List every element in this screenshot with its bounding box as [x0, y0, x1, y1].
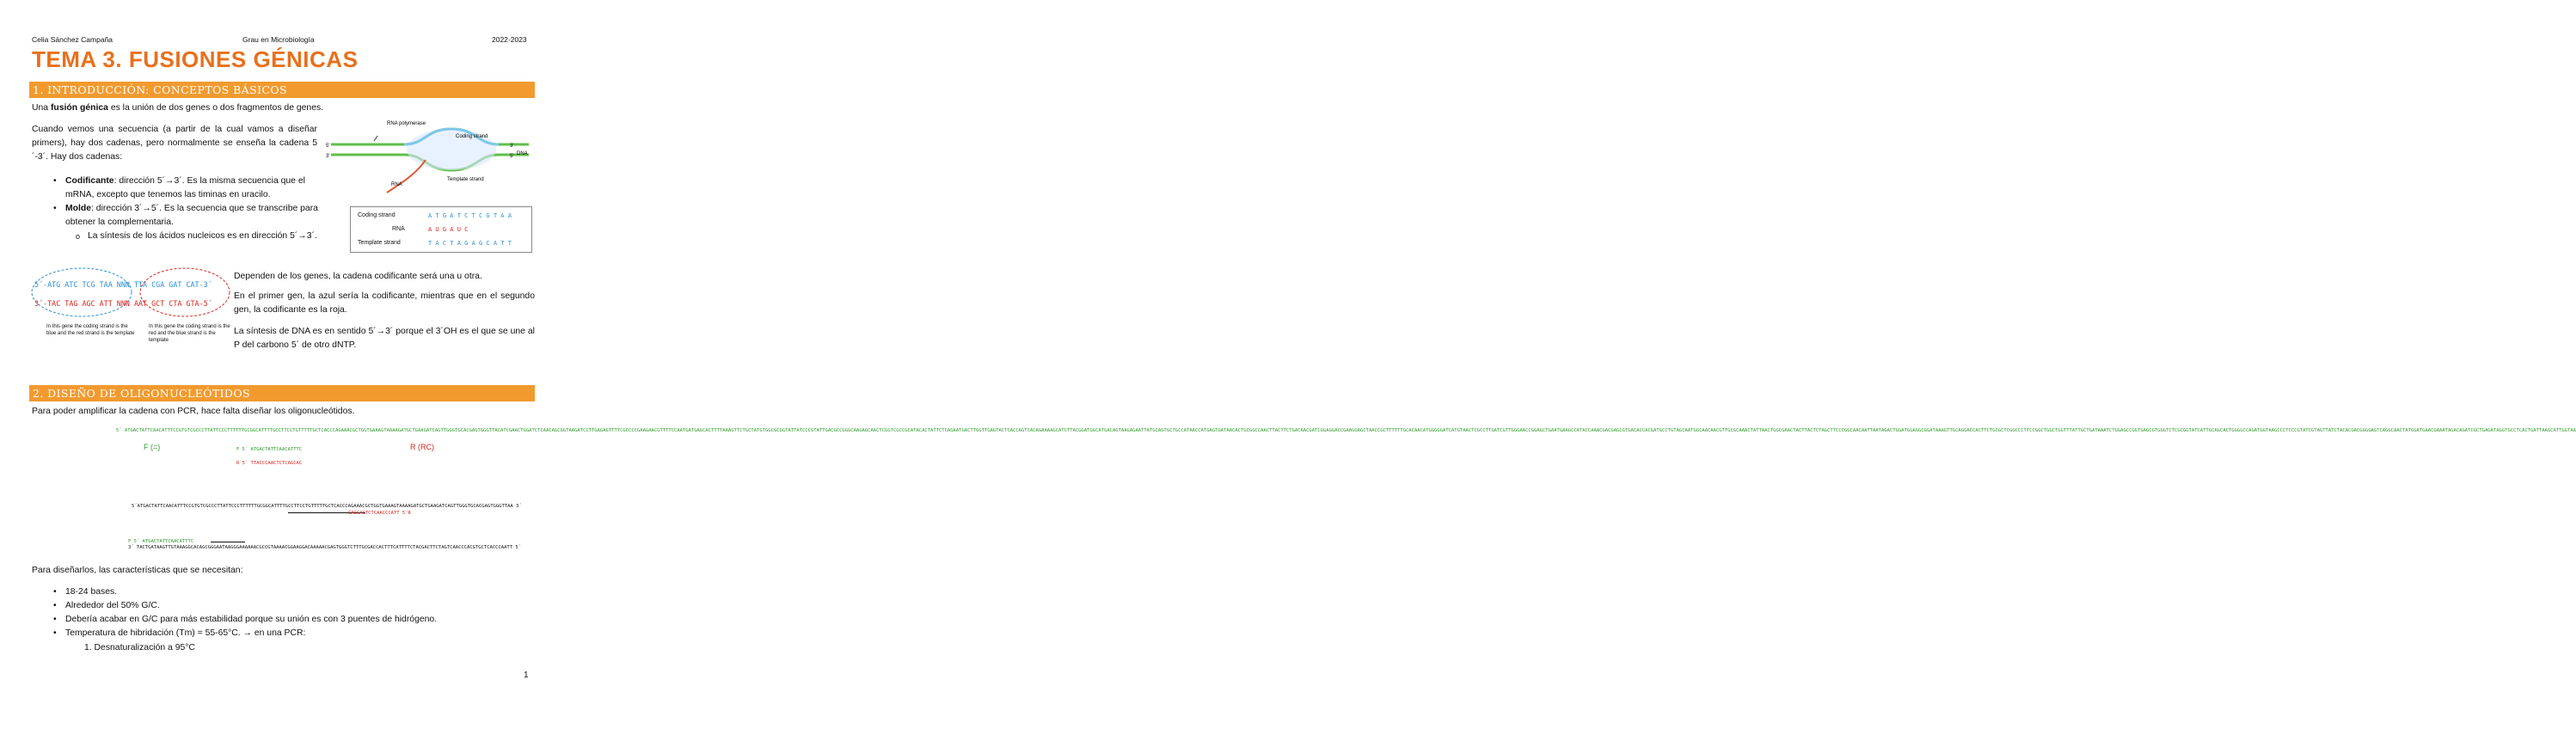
- f-primer: F 5´ ATGACTATTCAACATTTC: [236, 447, 303, 452]
- page-title: TEMA 3. FUSIONES GÉNICAS: [32, 46, 359, 72]
- header-author: Celia Sánchez Campaña: [32, 35, 113, 44]
- list-item: • Debería acabar en G/C para más estabilidad porque su unión es con 3 puentes de hidrógeno.: [53, 613, 535, 627]
- gene-note-left: In this gene the coding strand is the blue and the red strand is the template: [46, 324, 135, 336]
- header-year: 2022-2023: [492, 35, 527, 44]
- paragraph-2: En el primer gen, la azul sería la codificante, mientras que en el segundo gen, la codificante es la roja.: [234, 291, 535, 315]
- list-item: • Alrededor del 50% G/C.: [53, 599, 535, 613]
- section2-heading: 2. DISEÑO DE OLIGONUCLEÓTIDOS: [29, 385, 535, 401]
- gene-bottom-strand: 3´-TAC TAG AGC ATT NNN AAT GCT CTA GTA-5´: [34, 299, 212, 308]
- r-primer: R 5´ TTACCCAACTCTCAGCAC: [236, 461, 303, 466]
- strand-table: Coding strand A T G A T C T C G T A A RNA A U G A U C Template strand T A C T A G A G C A T T: [350, 206, 532, 253]
- gene-strands-figure: [34, 266, 228, 361]
- definition-term: fusión génica: [50, 103, 108, 113]
- svg-text:3': 3': [326, 154, 330, 159]
- gene-top-strand: 5´-ATG ATC TCG TAA NNN TTA CGA GAT CAT-3´: [34, 280, 212, 289]
- rna-polymerase-label: RNA polymerase: [387, 121, 426, 126]
- gene-note-right: In this gene the coding strand is the red and the blue strand is the template: [149, 324, 230, 343]
- coding-strand-label: Coding strand: [456, 134, 488, 139]
- svg-text:5': 5': [510, 154, 514, 159]
- section2-intro: Para poder amplificar la cadena con PCR, hace falta diseñar los oligonucleótidos.: [32, 407, 355, 416]
- r-primer-bound: CACGACTCTCAACCCATT 5´R: [348, 511, 411, 516]
- svg-text:3': 3': [510, 144, 514, 149]
- rna-label: RNA: [391, 182, 402, 187]
- strand-list: [53, 175, 318, 243]
- requirements-list: [53, 585, 535, 640]
- svg-text:5': 5': [326, 144, 330, 149]
- header-course: Grau en Microbiología: [242, 35, 315, 44]
- definition-paragraph: Una fusión génica es la unión de dos genes o dos fragmentos de genes.: [32, 103, 324, 113]
- forward-strand: 5´ATGACTATTCAACATTTCCGTGTCGCCCTTATTCCCTTTTTTGCGGCATTTTGCCTTCCTGTTTTTGCTCACCCAGAAACGCTGGTGAAAGTAAAAGATGCTGAAGATCAGTTGGGTGCACGAGTGGGTTAA 3´: [132, 504, 522, 509]
- transcription-diagram: [322, 117, 537, 203]
- intro-paragraph: Cuando vemos una secuencia (a partir de la cual vamos a diseñar primers), hay dos cadenas, pero normalmente se enseña la cadena 5´-3´. Hay dos cadenas:: [32, 125, 317, 162]
- dna-label: DNA: [517, 151, 528, 156]
- list-item: • 18-24 bases.: [53, 585, 535, 599]
- primer-figure: [116, 428, 2576, 553]
- template-sequence: 5´ ATGACTATTCAACATTTCCGTGTCGCCCTTATTCCCTTTTTTGCGGCATTTTGCCTTCCTGTTTTTGCTCACCCAGAAACGCTGGTGAAAGTAAAAGATGCTGAAGATCAGTTGGGTGCACGAGTGGGTTACATCGAACTGGATCTCAACAGCGGTAAGATCCTTGAGAGTTTTCGCCCCGAAGAACGTTTTCCAATGATGAGCACTTTTAAAGTTCTGCTATGTGGCGCGGTATTATCCCGTATTGACGCCGGGCAAGAGCAACTCGGTCGCCGCATACACTATTCTCAGAATGACTTGGTTGAGTACTCACCAGTCACAGAAAAGCATCTTACGGATGGCATGACAGTAAGAGAATTATGCAGTGCTGCCATAACCATGAGTGATAACACTGCGGCCAACTTACTTCTGACAACGATCGGAGGACCGAAGGAGCTAACCGCTTTTTTGCACAACATGGGGGATCATGTAACTCGCCTTGATCGTTGGGAACCGGAGCTGAATGAAGCCATACCAAACGACGAGCGTGACACCACGATGCCTGTAGCAATGGCAACAACGTTGCGCAAACTATTAACTGGCGAACTACTTACTCTAGCTTCCCGGCAACAATTAATAGACTGGATGGAGGCGGATAAAGTTGCAGGACCACTTCTGCGCTCGGCCCTTCCGGCTGGCTGGTTTATTGCTGATAAATCTGGAGCCGGTGAGCGTGGGTCTCGCGGTATCATTGCAGCACTGGGGCCAGATGGTAAGCCCTCCCGTATCGTAGTTATCTACACGACGGGGAGTCAGGCAACTATGGATGAACGAAATAGACAGATCGCTGAGATAGGTGCCTCACTGATTAAGCATTGGTAA: [116, 428, 2576, 433]
- paragraph-1: Dependen de los genes, la cadena codificante será una u otra.: [234, 272, 482, 281]
- paragraph-3: La síntesis de DNA es en sentido 5´→3´ porque el 3´OH es el que se une al P del carbono 5´ de otro dNTP.: [234, 327, 535, 350]
- list-item: • Molde: dirección 3´→5´. Es la secuencia que se transcribe para obtener la complementaria.: [53, 202, 318, 230]
- f-primer-bound: F 5´ ATGACTATTCAACATTTC: [128, 539, 194, 544]
- sub-list-item: o La síntesis de los ácidos nucleicos es en dirección 5´→3´.: [76, 230, 318, 243]
- numbered-item: 1. Desnaturalización a 95°C: [84, 643, 195, 652]
- f-label: F (=): [144, 443, 161, 451]
- page-number: 1: [524, 671, 529, 680]
- r-label: R (RC): [410, 443, 434, 451]
- section1-heading: 1. INTRODUCCIÓN: CONCEPTOS BÁSICOS: [29, 82, 535, 98]
- reverse-strand: 3´ TACTGATAAGTTGTAAAGGCACAGCGGGAATAAGGGAAAAAACGCCGTAAAACGGAAGGACAAAAACGAGTGGGTCTTTGCGACCACTTTCATTTTCTACGACTTCTAGTCAACCCACGTGCTCACCCAATT 5´: [128, 545, 521, 550]
- requirements-intro: Para diseñarlos, las características que se necesitan:: [32, 566, 243, 575]
- list-item: • Temperatura de hibridación (Tm) = 55-65°C. → en una PCR:: [53, 627, 535, 640]
- list-item: • Codificante: dirección 5´→3´. Es la misma secuencia que el mRNA, excepto que tenemos las timinas en uracilo.: [53, 175, 318, 202]
- template-strand-label: Template strand: [447, 177, 484, 182]
